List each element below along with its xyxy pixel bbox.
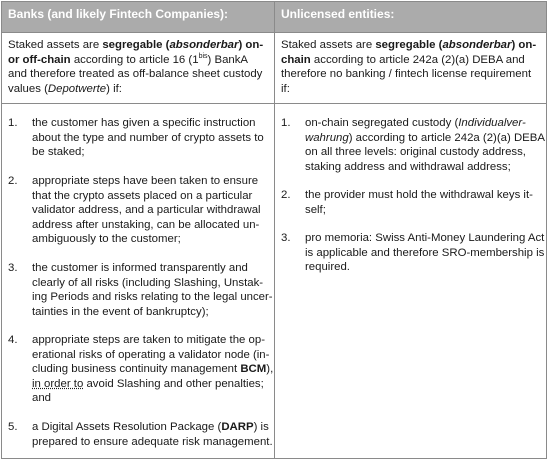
header-banks: Banks (and likely Fintech Companies): — [2, 2, 274, 32]
header-unlicensed: Unlicensed entities: — [275, 2, 546, 32]
unlicensed-intro: Staked assets are segregable (absonderbar) on- chain according to article 242a (2)(a) DEBA and therefore no banking / fintech license requirement if: — [281, 39, 537, 95]
column-divider — [274, 2, 275, 458]
comparison-table: Banks (and likely Fintech Companies): Unlicensed entities: Staked assets are segregable (absonderbar) on- or off-chain according to article 16 $(1^{bis})$ BankA and therefore treated as off-balance sheet custody values (Depotwerte) if: Staked assets are segregable (absonderbar) on- chain according to article 242a (2)(a) DEBA and therefore no banking / fintech license requirement if: 1. the customer has given a specific instruction about the type and number of crypto assets to be staked; 2. appropriate steps have been taken to ensure that the crypto assets placed on a particular validator address, and a particular withdrawal address after unstaking, can be allocated un- ambiguously to the customer; 3. the customer is informed transparently and clearly of all risks (including Slashing, Unstak- ing Periods and risks relating to the legal uncer- tainties in the event of bankruptcy); 4. appropriate steps are taken to mitigate the op- erational risks of operating a validator node (in- cluding business continuity management BCM), in order to avoid Slashing and other penalties; and 5. a Digital Assets Resolution Package (DARP) is prepared to ensure adequate risk management. 1. on-chain segregated custody (Individualver- wahrung) according to article 242a (2)(a) DEBA on all three levels: original custody address, staking address and withdrawal address; 2. the provider must hold the withdrawal keys it- self; 3. pro memoria: Swiss Anti-Money Laundering Act is applicable and therefore SRO-membership is required. — [1, 1, 547, 459]
header-divider — [2, 32, 546, 33]
intro-divider — [2, 103, 546, 104]
banks-intro: Staked assets are segregable (absonderbar) on- or off-chain according to article 16 $(1^{bis})$ BankA and therefore treated as off-balance sheet custody values (Depotwerte) if: — [8, 39, 264, 95]
